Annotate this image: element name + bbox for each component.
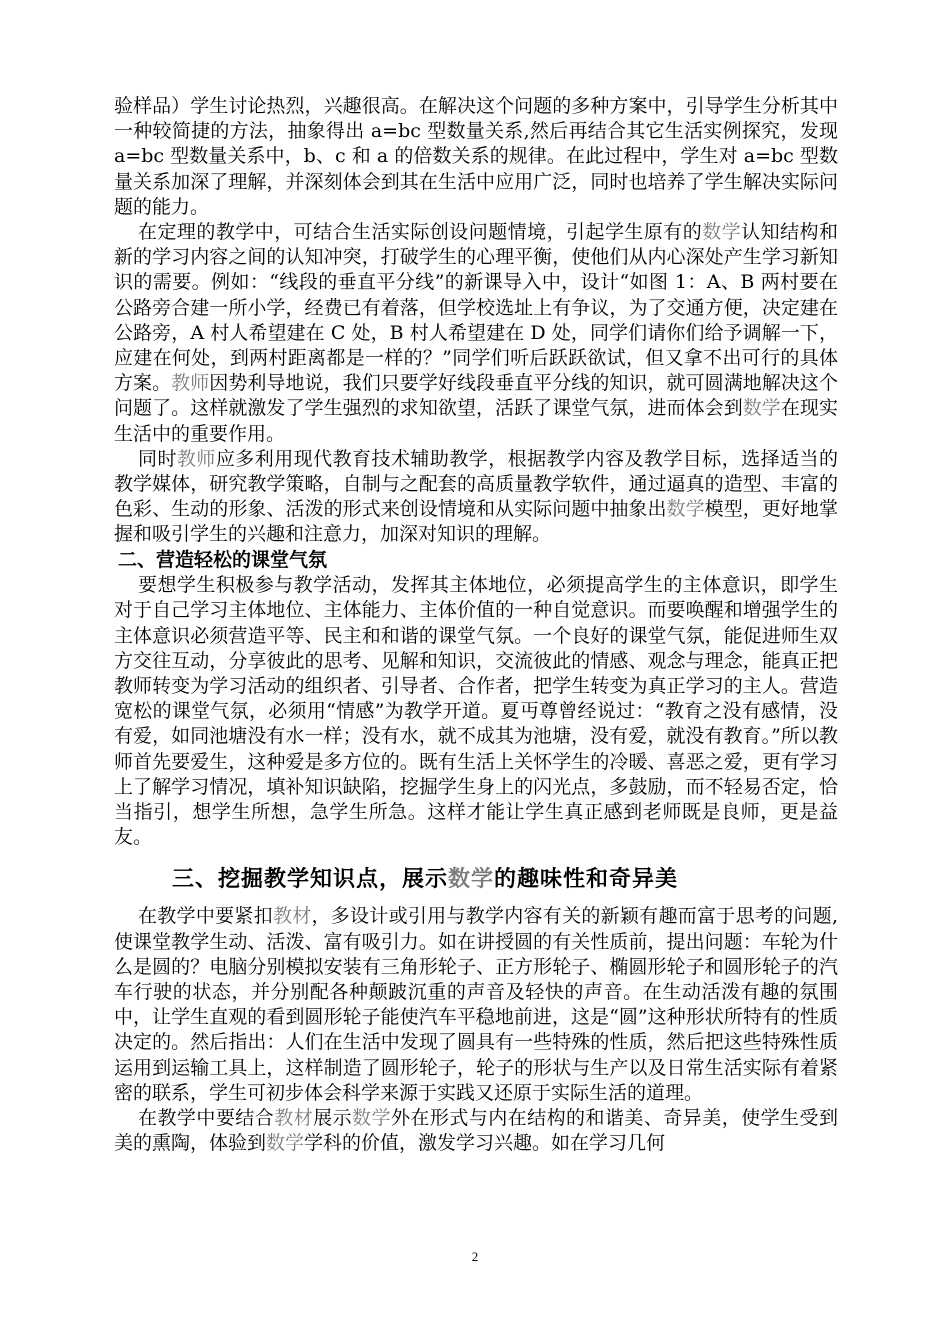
keyword-link[interactable]: 数学: [352, 1107, 391, 1130]
text-run: 学科的价值，激发学习兴趣。如在学习几何: [304, 1132, 666, 1155]
text-run: 外在形式与内在结构的和谐美、奇异美，使学生受到美的熏陶，体验到: [114, 1107, 838, 1155]
paragraph-3: [114, 447, 838, 548]
keyword-link[interactable]: 数学: [702, 221, 742, 244]
keyword-link[interactable]: 数学: [666, 498, 705, 521]
text-run: 因势利导地说，我们只要学好线段垂直平分线的知识，就可圆满地解决这个问题了。这样就激发了学生强烈的求知欲望，活跃了课堂气氛，进而体会到: [114, 372, 838, 420]
section-heading-2: 二、营造轻松的课堂气氛: [118, 548, 328, 571]
text-run: 认知结构和新的学习内容之间的认知冲突，打破学生的心理平衡，使他们从内心深处产生学习新知识的需要。例如：“线段的垂直平分线”的新课导入中，设计“如图 1：A、B 两村要在公路旁合建一所小学，经费已有着落，但学校选址上有争议，为了交通方便，决定建在公路旁，A 村人希望建在 C 处，B 村人希望建在 D 处，同学们请你们给予调解一下，应建在何处，到两村距离都是一样的？”同学们听后跃跃欲试，但又拿不出可行的具体方案。: [114, 221, 838, 395]
paragraph-6: [114, 1106, 838, 1156]
text-run: 在教学中要结合: [138, 1107, 275, 1130]
paragraph-1: 验样品）学生讨论热烈，兴趣很高。在解决这个问题的多种方案中，引导学生分析其中一种较简捷的方法，抽象得出 a=bc 型数量关系,然后再结合其它生活实例探究，发现 a=bc 型数量关系中，b、c 和 a 的倍数关系的规律。在此过程中，学生对 a=bc 型数量关系加深了理解，并深刻体会到其在生活中应用广泛，同时也培养了学生解决实际问题的能力。: [114, 95, 838, 218]
paragraph-2: [114, 220, 838, 447]
text-run: 同时: [138, 447, 177, 470]
paragraph-5: [114, 904, 838, 1106]
text-run: 在现实生活中的重要作用。: [114, 397, 838, 445]
text-run: ，多设计或引用与教学内容有关的新颖有趣而富于思考的问题,使课堂教学生动、活泼、富有吸引力。如在讲授圆的有关性质前，提出问题：车轮为什么是圆的？电脑分别模拟安装有三角形轮子、正方形轮子、椭圆形轮子和圆形轮子的汽车行驶的状态，并分别配各种颠跛沉重的声音及轻快的声音。在生动活泼有趣的氛围中，让学生直观的看到圆形轮子能使汽车平稳地前进，这是“圆”这种形状所特有的性质决定的。然后指出：人们在生活中发现了圆具有一些特殊的性质，然后把这些特殊性质运用到运输工具上，这样制造了圆形轮子，轮子的形状与生产以及日常生活实际有着紧密的联系，学生可初步体会科学来源于实践又还原于实际生活的道理。: [114, 905, 838, 1104]
page-number: 2: [471, 1249, 479, 1264]
text-run: 应多利用现代教育技术辅助教学，根据教学内容及教学目标，选择适当的教学媒体，研究教学策略，自制与之配套的高质量教学软件，通过逼真的造型、丰富的色彩、生动的形象、活泼的形式来创设情境和从实际问题中抽象出: [114, 447, 838, 521]
keyword-link[interactable]: 教师: [171, 372, 210, 395]
keyword-link[interactable]: 数学: [448, 866, 495, 893]
text-run: 模型，更好地掌握和吸引学生的兴趣和注意力，加深对知识的理解。: [114, 498, 838, 546]
text-run: 在定理的教学中，可结合生活实际创设问题情境，引起学生原有的: [138, 221, 703, 244]
heading-text: 三、挖掘教学知识点，展示: [172, 866, 449, 893]
section-heading-3: [114, 864, 838, 894]
keyword-link[interactable]: 数学: [266, 1132, 305, 1155]
keyword-link[interactable]: 教师: [176, 447, 216, 470]
heading-text: 的趣味性和奇异美: [494, 866, 679, 893]
document-page: [114, 94, 838, 1156]
keyword-link[interactable]: 教材: [274, 1107, 314, 1130]
keyword-link[interactable]: 数学: [742, 397, 781, 420]
keyword-link[interactable]: 教材: [272, 905, 312, 928]
text-run: 展示: [313, 1107, 353, 1130]
paragraph-4: 要想学生积极参与教学活动，发挥其主体地位，必须提高学生的主体意识，即学生对于自己学习主体地位、主体能力、主体价值的一种自觉意识。而要唤醒和增强学生的主体意识必须营造平等、民主和和谐的课堂气氛。一个良好的课堂气氛，能促进师生双方交往互动，分享彼此的思考、见解和知识，交流彼此的情感、观念与理念，能真正把教师转变为学习活动的组织者、引导者、合作者，把学生转变为真正学习的主人。营造宽松的课堂气氛，必须用“情感”为教学开道。夏丏尊曾经说过：“教育之没有感情，没有爱，如同池塘没有水一样；没有水，就不成其为池塘，没有爱，就没有教育。”所以教师首先要爱生，这种爱是多方位的。既有生活上关怀学生的冷暖、喜恶之爱，更有学习上了解学习情况，填补知识缺陷，挖掘学生身上的闪光点，多鼓励，而不轻易否定，恰当指引，想学生所想，急学生所急。这样才能让学生真正感到老师既是良师，更是益友。: [114, 574, 838, 849]
text-run: 在教学中要紧扣: [138, 905, 273, 928]
